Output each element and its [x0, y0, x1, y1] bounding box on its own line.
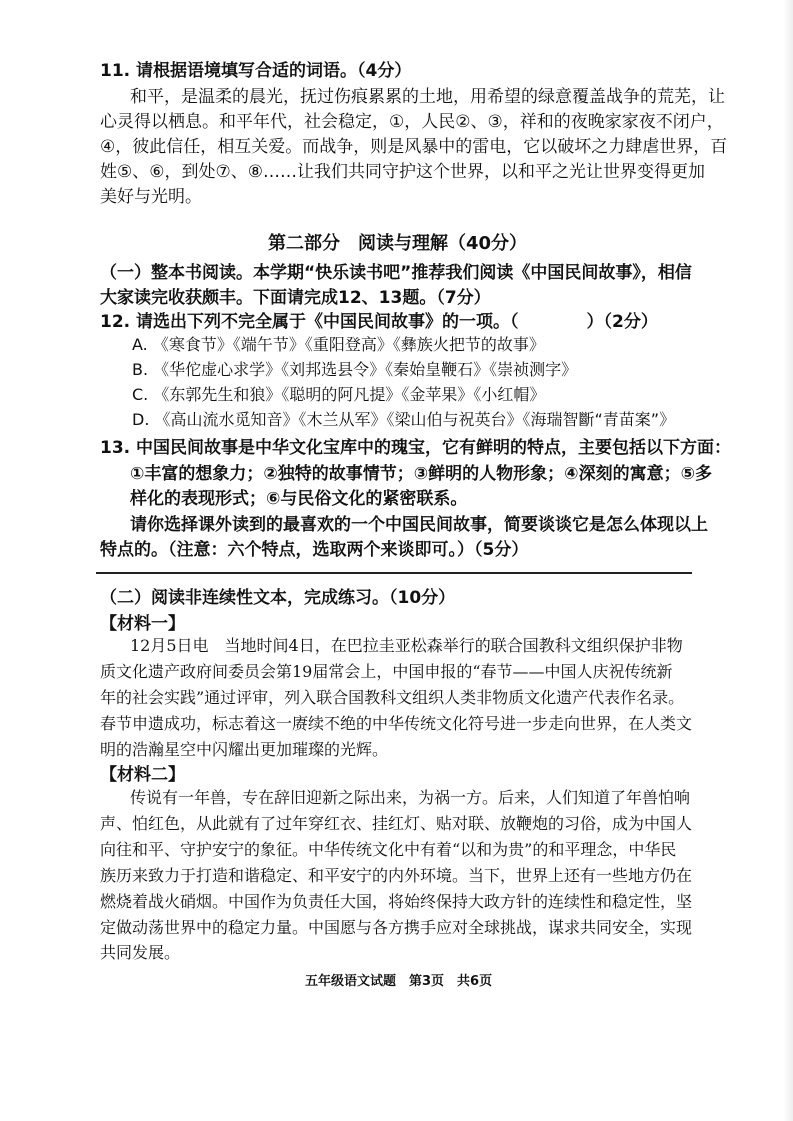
- material2-line: 族历来致力于打造和谐稳定、和平安宁的内外环境。当下，世界上还有一些地方仍在: [100, 866, 693, 885]
- q11-title: 11. 请根据语境填写合适的词语。（4分）: [100, 61, 412, 81]
- q12-option-d: D. 《高山流水觅知音》《木兰从军》《梁山伯与祝英台》《海瑞智斷“青苗案”》: [132, 410, 676, 429]
- q11-line: 美好与光明。: [100, 187, 202, 207]
- q12-option-a: A. 《寒食节》《端午节》《重阳登高》《彝族火把节的故事》: [132, 335, 545, 354]
- material2-line: 向往和平、守护安宁的象征。中华传统文化中有着“以和为贵”的和平理念，中华民: [100, 840, 677, 859]
- q12-title: 12. 请选出下列不完全属于《中国民间故事》的一项。（ ）（2分）: [100, 312, 658, 332]
- material1-line: 春节申遗成功，标志着这一赓续不绝的中华传统文化符号进一步走向世界，在人类文: [100, 714, 693, 733]
- part2-heading: 第二部分 阅读与理解（40分）: [268, 233, 528, 254]
- q11-line: 心灵得以栖息。和平年代，社会稳定，①，人民②、③，祥和的夜晚家家夜不闭户，: [100, 112, 724, 132]
- q13-line: 特点的。（注意：六个特点，选取两个来谈即可。）（5分）: [100, 540, 529, 560]
- q13-line: ①丰富的想象力；②独特的故事情节；③鲜明的人物形象；④深刻的寓意；⑤多: [130, 464, 712, 484]
- material1-line: 质文化遗产政府间委员会第19届常会上，中国申报的“春节——中国人庆祝传统新: [100, 662, 673, 681]
- page-footer: 五年级语文试题 第3页 共6页: [305, 974, 493, 989]
- q11-line: ④，彼此信任，相互关爱。而战争，则是风暴中的雷电，它以破坏之力肆虐世界，百: [100, 137, 728, 157]
- section1-intro: （一）整本书阅读。本学期“快乐读书吧”推荐我们阅读《中国民间故事》，相信: [100, 263, 692, 283]
- q13-line: 样化的表现形式；⑥与民俗文化的紧密联系。: [130, 489, 468, 509]
- section-divider: [96, 572, 692, 574]
- q13-line: 13. 中国民间故事是中华文化宝库中的瑰宝，它有鲜明的特点，主要包括以下方面：: [100, 438, 732, 458]
- material1-line: 明的浩瀚星空中闪耀出更加璀璨的光辉。: [100, 740, 389, 759]
- scan-edge-shadow: [783, 0, 793, 1121]
- material2-label: 【材料二】: [100, 765, 185, 785]
- q12-option-c: C. 《东郭先生和狼》《聪明的阿凡提》《金苹果》《小红帽》: [132, 385, 546, 404]
- material2-line: 燃烧着战火硝烟。中国作为负责任大国，将始终保持大政方针的连续性和稳定性，坚: [100, 892, 693, 911]
- material2-line: 定做动荡世界中的稳定力量。中国愿与各方携手应对全球挑战，谋求共同安全，实现: [100, 918, 693, 937]
- q11-line: 姓⑤、⑥，到处⑦、⑧……让我们共同守护这个世界，以和平之光让世界变得更加: [100, 162, 705, 182]
- section1-intro: 大家读完收获颇丰。下面请完成12、13题。（7分）: [100, 288, 491, 308]
- material1-line: 12月5日电 当地时间4日，在巴拉圭亚松森举行的联合国教科文组织保护非物: [130, 636, 683, 655]
- material1-line: 年的社会实践”通过评审，列入联合国教科文组织人类非物质文化遗产代表作名录。: [100, 688, 685, 707]
- q11-line: 和平，是温柔的晨光，抚过伤痕累累的土地，用希望的绿意覆盖战争的荒芜，让: [130, 87, 725, 107]
- section2-intro: （二）阅读非连续性文本，完成练习。（10分）: [100, 588, 456, 608]
- q13-line: 请你选择课外读到的最喜欢的一个中国民间故事，简要谈谈它是怎么体现以上: [130, 515, 708, 535]
- material1-label: 【材料一】: [100, 614, 185, 634]
- q12-option-b: B. 《华佗虚心求学》《刘邦选县令》《秦始皇鞭石》《崇祯测字》: [132, 360, 578, 379]
- material2-line: 声、怕红色，从此就有了过年穿红衣、挂红灯、贴对联、放鞭炮的习俗，成为中国人: [100, 814, 693, 833]
- material2-line: 传说有一年兽，专在辞旧迎新之际出来，为祸一方。后来，人们知道了年兽怕响: [130, 788, 691, 807]
- material2-line: 共同发展。: [100, 943, 181, 962]
